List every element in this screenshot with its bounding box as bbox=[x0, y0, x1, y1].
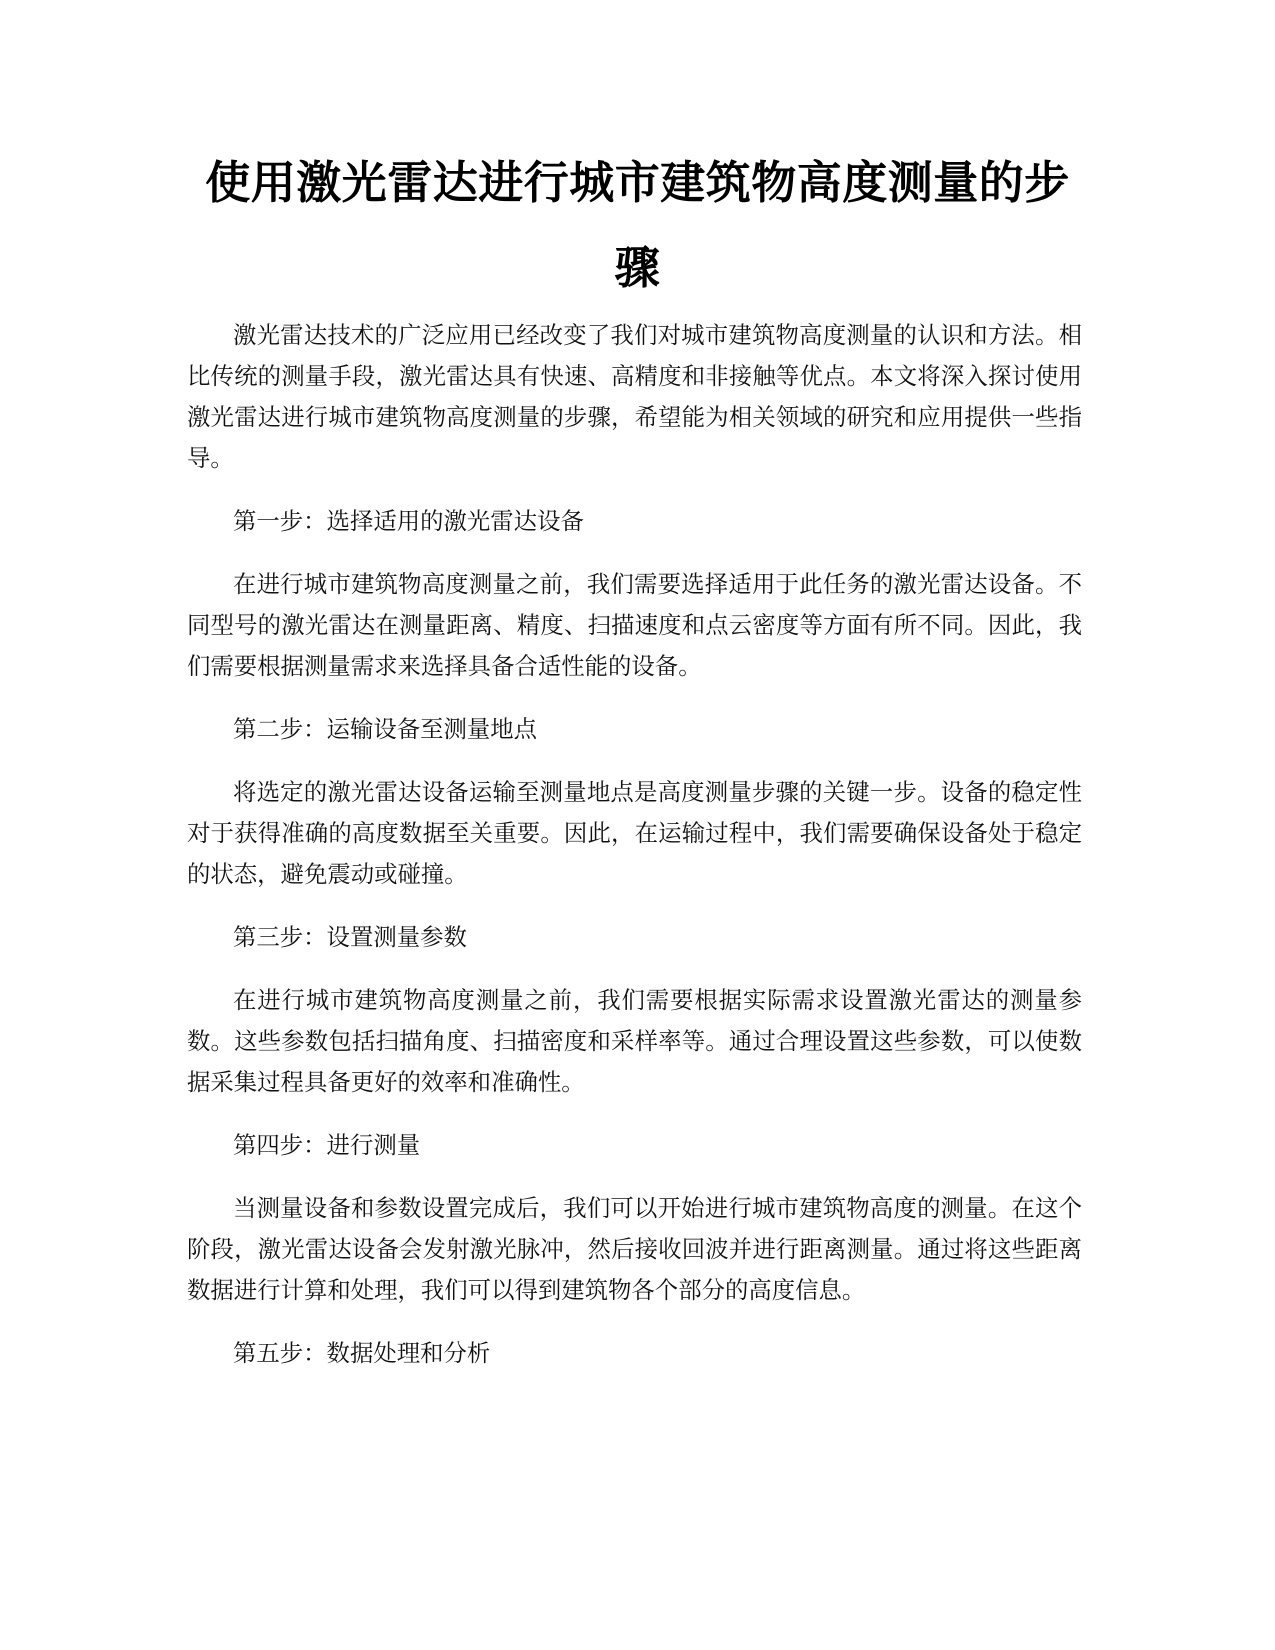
step-1-paragraph: 在进行城市建筑物高度测量之前，我们需要选择适用于此任务的激光雷达设备。不同型号的激光雷达在测量距离、精度、扫描速度和点云密度等方面有所不同。因此，我们需要根据测量需求来选择具备合适性能的设备。 bbox=[187, 570, 1082, 680]
document-title: 使用激光雷达进行城市建筑物高度测量的步骤 bbox=[205, 156, 1070, 294]
step-5-heading: 第五步：数据处理和分析 bbox=[233, 1339, 491, 1367]
step-1-heading: 第一步：选择适用的激光雷达设备 bbox=[233, 507, 584, 535]
step-4-heading: 第四步：进行测量 bbox=[233, 1131, 421, 1159]
step-4-paragraph: 当测量设备和参数设置完成后，我们可以开始进行城市建筑物高度的测量。在这个阶段，激光雷达设备会发射激光脉冲，然后接收回波并进行距离测量。通过将这些距离数据进行计算和处理，我们可以得到建筑物各个部分的高度信息。 bbox=[187, 1194, 1082, 1304]
intro-paragraph: 激光雷达技术的广泛应用已经改变了我们对城市建筑物高度测量的认识和方法。相比传统的测量手段，激光雷达具有快速、高精度和非接触等优点。本文将深入探讨使用激光雷达进行城市建筑物高度测量的步骤，希望能为相关领域的研究和应用提供一些指导。 bbox=[187, 321, 1082, 472]
step-2-paragraph: 将选定的激光雷达设备运输至测量地点是高度测量步骤的关键一步。设备的稳定性对于获得准确的高度数据至关重要。因此，在运输过程中，我们需要确保设备处于稳定的状态，避免震动或碰撞。 bbox=[187, 778, 1082, 888]
step-3-paragraph: 在进行城市建筑物高度测量之前，我们需要根据实际需求设置激光雷达的测量参数。这些参数包括扫描角度、扫描密度和采样率等。通过合理设置这些参数，可以使数据采集过程具备更好的效率和准确性。 bbox=[187, 986, 1082, 1096]
document-body bbox=[187, 315, 1082, 1396]
step-3-heading: 第三步：设置测量参数 bbox=[233, 923, 467, 951]
step-2-heading: 第二步：运输设备至测量地点 bbox=[233, 715, 538, 743]
